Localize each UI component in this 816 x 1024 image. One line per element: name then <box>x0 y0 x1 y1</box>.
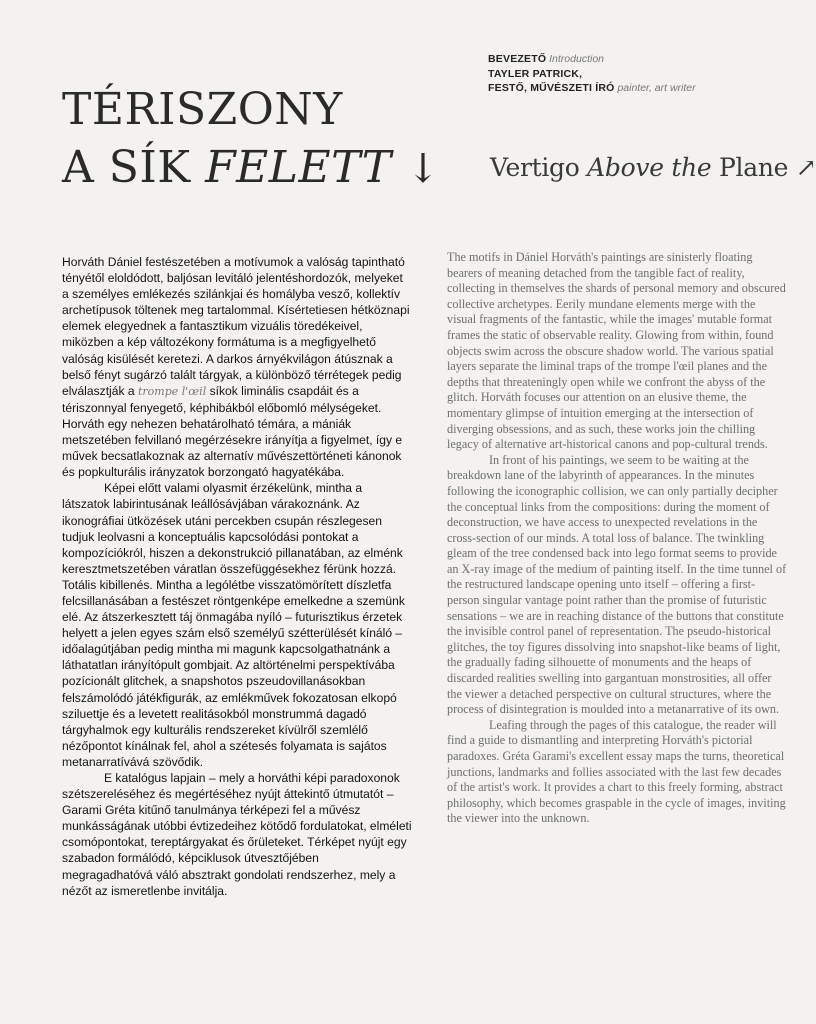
hu-paragraph-1-a: Horváth Dániel festészetében a motívumok a valóság tapintható tényétől eloldódott, baljósan levitáló jelentéshordozók, melyeket a személyes emlékezés szilánkjai és homályba vesző, kollektív archetípusok töltenek meg tartalommal. Kísértetiesen hétköznapi elemek elegyednek a fantasztikum vizuális töredékeivel, miközben a kép változékony formátuma is a megfigyelhető valóság kisülését keretezi. A darkos árnyékvilágon átúsznak a belső fényt sugárzó talált tárgyak, a különböző térrétegek pedig elválasztják a <box>62 255 410 398</box>
en-paragraph-1: The motifs in Dániel Horváth's paintings are sinisterly floating bearers of meaning detached from the tangible fact of reality, collecting in themselves the shards of personal memory and obscured collective archetypes. Eerily mundane elements merge with the visual fragments of the fantastic, while the images' mutable format frames the static of observable reality. Glowing from within, found objects swim across the obscure shadow world. The various spatial layers separate the liminal traps of the trompe l'œil planes and the depths that threateningly open while we confront the abyss of the glitch. Horváth focuses our attention on an elusive theme, the momentary glimpse of intuition emerging at the intersection of diverging obsessions, and as such, these works join the chilling legacy of alternative art-historical canons and pop-cultural trends. <box>447 250 786 452</box>
byline-role: FESTŐ, MŰVÉSZETI ÍRÓ <box>488 82 615 94</box>
title-line-2-plain: A SÍK <box>62 142 206 194</box>
hu-paragraph-1 <box>62 254 412 480</box>
byline-role-row <box>488 81 696 96</box>
title-line-2 <box>62 139 440 198</box>
title-line-1: TÉRISZONY <box>62 84 343 136</box>
title-line-2-italic: FELETT <box>205 142 392 194</box>
hu-paragraph-2: Képei előtt valami olyasmit érzékelünk, mintha a látszatok labirintusának leállósávjában várakoznánk. Az ikonográfiai ütközések utáni percekben csupán részlegesen tudjuk leolvasni a konceptuális kapcsolódási pontokat a kompozíciókról, hiszen a dekonstrukció pillanatában, az elménk keresztmetszetében váratlan összefüggésekhez férünk hozzá. Totális kibillenés. Mintha a lególétbe visszatömörített díszletfa felcsillanásában a festészet röntgenképe emelkedne a szemünk elé. Az átszerkesztett táj önmagába nyíló – futurisztikus érzetek helyett a jelen egyes szám első személyű szétterülését kínáló – időalagútjában pedig mintha mi magunk kapcsolgathatnánk a láthatatlan irányítópult gombjait. Az altörténelmi perspektívába pozícionált glitchek, a snapshotos pszeudovillanásokban felszámolódó játékfigurák, az emlékművek fokozatosan elkopó sziluettje és a levetett realitásokból monstrummá dagadó tárgyhalmok egy kulturális rendszereket kívülről szemlélő nézőpontot kínálnak fel, ahol a szétesés folyamata is sajátos metanarratívává szövődik. <box>62 481 405 769</box>
down-arrow-icon: ↓ <box>406 146 441 193</box>
diagonal-arrow-icon: ↗ <box>795 152 816 182</box>
en-paragraph-3: Leafing through the pages of this catalogue, the reader will find a guide to dismantling and interpreting Horváth's pictorial paradoxes. Gréta Garami's excellent essay maps the turns, theoretical junctions, landmarks and follies associated with the last few decades of the artist's work. It provides a chart to this freely forming, abstract philosophy, which becomes graspable in the cycle of images, inviting the viewer into the unknown. <box>447 717 786 826</box>
byline-author: TAYLER PATRICK, <box>488 67 583 80</box>
hu-paragraph-3: E katalógus lapjain – mely a horváthi képi paradoxonok szétszereléséhez és megértéséhez nyújt áttekintő útmutatót – Garami Gréta kitűnő tanulmánya térképezi fel a művész munkásságának utóbbi évtizedeihez kötődő fordulatokat, elméleti csomópontokat, tereptárgyakat és őrületeket. Térképet nyújt egy szabadon formálódó, képciklusok útvesztőjében megragadhatóvá váló absztrakt gondolati rendszerhez, mely a nézőt az ismeretlenbe invitálja. <box>62 771 412 898</box>
english-title-part3: Plane <box>711 152 789 182</box>
english-title <box>490 153 816 182</box>
english-title-part1: Vertigo <box>490 152 588 182</box>
byline <box>488 52 696 96</box>
hu-paragraph-1-italic: trompe l'œil <box>137 384 207 398</box>
hungarian-title <box>62 81 440 198</box>
hu-paragraph-1-b: síkok liminális csapdáit és a tériszonnyal fenyegető, képhibákból előbomló mélységeket. Horváth egy nehezen behatárolható témára, a mániák metszetében felvillanó megérzésekre irányítja a figyelmet, így e művek becsatlakoznak az alternatív művészettörténeti kánonok és popkulturális irányzatok borzongató hagyatékába. <box>62 383 403 480</box>
byline-label-row <box>488 52 696 67</box>
byline-role-en: painter, art writer <box>617 82 696 94</box>
english-body <box>447 250 787 827</box>
en-paragraph-2: In front of his paintings, we seem to be waiting at the breakdown lane of the labyrinth of appearances. In the minutes following the iconographic collision, we can only partially decipher the conceptual links from the compositions: during the moment of deconstruction, we have access to unexpected revelations in the cross-section of our minds. A total loss of balance. The twinkling gleam of the tree condensed back into lego format seems to provide an X-ray image of the medium of painting itself. In the time tunnel of the restructured landscape opening unto itself – offering a first-person singular vantage point rather than the promise of futuristic sensations – we are in reaching distance of the buttons that constitute the invisible control panel of representation. The pseudo-historical glitches, the toy figures dissolving into snapshot-like beams of light, the gradually fading silhouette of monuments and the heaps of discarded realities swelling into gargantuan monstrosities, all offer the viewer a detached perspective on cultural structures, where the process of disintegration is moulded into a metanarrative of its own. <box>447 452 787 717</box>
byline-label-en: Introduction <box>549 53 604 65</box>
byline-label: BEVEZETŐ <box>488 53 547 65</box>
hungarian-body <box>62 254 412 899</box>
english-title-italic: Above the <box>587 152 712 182</box>
